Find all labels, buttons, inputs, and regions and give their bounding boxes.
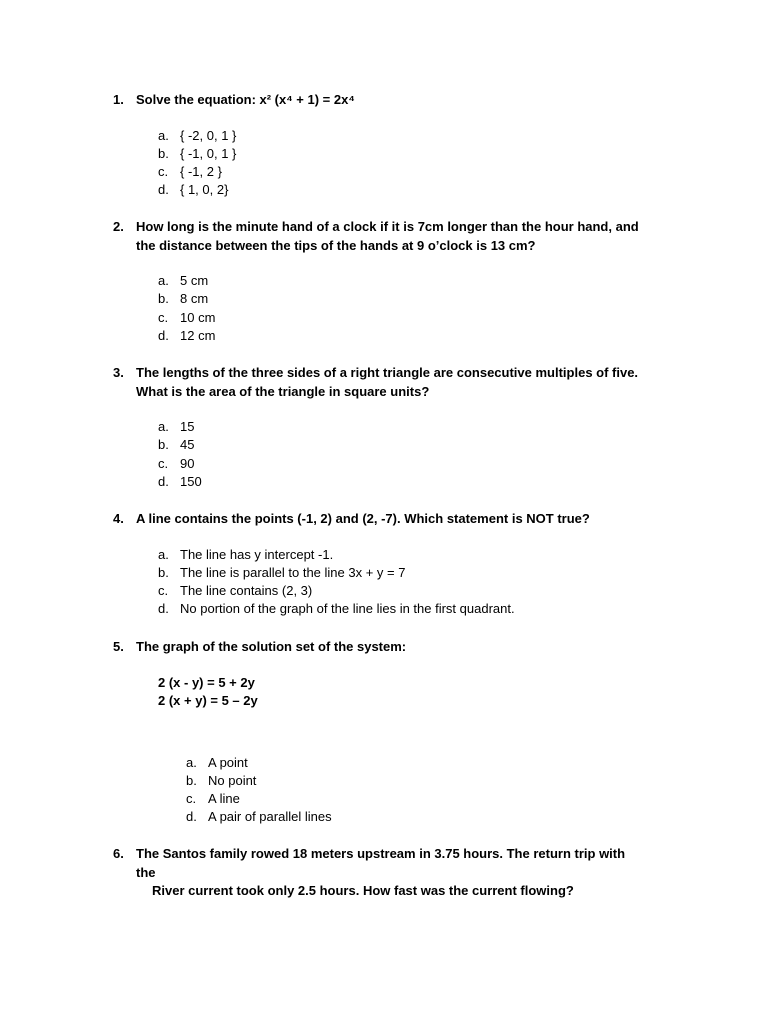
answer-option bbox=[158, 127, 683, 145]
option-letter: a. bbox=[158, 127, 169, 143]
answer-option bbox=[158, 455, 683, 473]
question-6 bbox=[113, 845, 683, 901]
question-number: 3. bbox=[113, 365, 124, 380]
option-text: 45 bbox=[180, 437, 195, 453]
answer-option bbox=[158, 145, 683, 163]
option-text: 10 cm bbox=[180, 309, 216, 325]
option-letter: a. bbox=[158, 273, 169, 288]
question-2-prompt bbox=[113, 218, 683, 255]
answer-option bbox=[158, 290, 683, 308]
answer-option bbox=[158, 163, 683, 181]
question-3-prompt bbox=[113, 364, 683, 401]
option-text: The line contains (2, 3) bbox=[180, 583, 313, 599]
question-1-prompt bbox=[113, 91, 683, 110]
option-letter: c. bbox=[158, 583, 169, 599]
option-letter: c. bbox=[158, 455, 169, 471]
question-number: 6. bbox=[113, 846, 124, 861]
option-letter: c. bbox=[158, 164, 169, 180]
option-text: A line bbox=[208, 791, 240, 807]
answer-option bbox=[158, 600, 683, 618]
option-text: 15 bbox=[180, 419, 195, 434]
question-5 bbox=[113, 638, 683, 827]
option-text: The line is parallel to the line 3x + y = 7 bbox=[180, 564, 406, 580]
option-letter: c. bbox=[186, 791, 197, 807]
answer-option bbox=[158, 418, 683, 436]
option-text: 90 bbox=[180, 455, 195, 471]
option-letter: a. bbox=[186, 754, 197, 770]
answer-option bbox=[158, 473, 683, 491]
option-letter: a. bbox=[158, 419, 169, 434]
option-letter: b. bbox=[158, 564, 169, 580]
option-letter: d. bbox=[158, 473, 169, 489]
option-text: No portion of the graph of the line lies in the first quadrant. bbox=[180, 601, 515, 617]
option-letter: c. bbox=[158, 309, 169, 325]
answer-options bbox=[113, 754, 683, 827]
option-text: 8 cm bbox=[180, 291, 209, 307]
question-number: 1. bbox=[113, 92, 124, 107]
option-letter: a. bbox=[158, 546, 169, 562]
question-text-line: the bbox=[136, 864, 156, 880]
answer-options bbox=[113, 272, 683, 345]
option-text: No point bbox=[208, 772, 257, 788]
option-letter: d. bbox=[158, 327, 169, 343]
option-text: 12 cm bbox=[180, 327, 216, 343]
option-text: { -1, 2 } bbox=[180, 164, 222, 180]
answer-options bbox=[113, 418, 683, 491]
answer-options bbox=[113, 546, 683, 619]
question-number: 2. bbox=[113, 219, 124, 234]
equation-line: 2 (x - y) = 5 + 2y bbox=[158, 674, 255, 690]
option-text: A point bbox=[208, 754, 248, 770]
question-text-line: Solve the equation: x² (x⁴ + 1) = 2x⁴ bbox=[136, 92, 355, 107]
answer-options bbox=[113, 127, 683, 200]
answer-option bbox=[158, 272, 683, 290]
answer-option bbox=[186, 772, 683, 790]
option-letter: b. bbox=[186, 772, 197, 788]
answer-option bbox=[186, 808, 683, 826]
answer-option bbox=[158, 309, 683, 327]
option-letter: b. bbox=[158, 437, 169, 453]
question-text-line: the distance between the tips of the hands at 9 o’clock is 13 cm? bbox=[136, 237, 536, 253]
option-letter: b. bbox=[158, 291, 169, 307]
question-text-line: The graph of the solution set of the system: bbox=[136, 639, 407, 654]
option-text: 150 bbox=[180, 473, 202, 489]
answer-option bbox=[158, 546, 683, 564]
option-text: { -1, 0, 1 } bbox=[180, 145, 237, 161]
question-1 bbox=[113, 91, 683, 200]
question-4 bbox=[113, 510, 683, 619]
question-text-line: River current took only 2.5 hours. How fast was the current flowing? bbox=[152, 883, 574, 898]
question-text-line: How long is the minute hand of a clock if it is 7cm longer than the hour hand, and bbox=[136, 219, 639, 234]
option-letter: d. bbox=[158, 182, 169, 198]
question-text-line: The Santos family rowed 18 meters upstream in 3.75 hours. The return trip with bbox=[136, 846, 626, 861]
option-letter: d. bbox=[186, 809, 197, 825]
option-text: { -2, 0, 1 } bbox=[180, 127, 237, 143]
question-6-prompt bbox=[113, 845, 683, 901]
equation-line: 2 (x + y) = 5 – 2y bbox=[158, 693, 258, 708]
option-letter: d. bbox=[158, 601, 169, 617]
question-text-line: What is the area of the triangle in square units? bbox=[136, 383, 430, 399]
option-text: { 1, 0, 2} bbox=[180, 182, 229, 198]
question-5-prompt bbox=[113, 638, 683, 657]
question-number: 5. bbox=[113, 639, 124, 654]
question-4-prompt bbox=[113, 510, 683, 529]
option-letter: b. bbox=[158, 145, 169, 161]
answer-option bbox=[158, 181, 683, 199]
question-text-line: A line contains the points (-1, 2) and (2, -7). Which statement is NOT true? bbox=[136, 511, 590, 526]
answer-option bbox=[158, 582, 683, 600]
answer-option bbox=[186, 754, 683, 772]
answer-option bbox=[158, 436, 683, 454]
question-number: 4. bbox=[113, 511, 124, 526]
question-2 bbox=[113, 218, 683, 345]
equation-system bbox=[158, 674, 683, 711]
option-text: A pair of parallel lines bbox=[208, 809, 332, 825]
option-text: 5 cm bbox=[180, 273, 209, 288]
answer-option bbox=[158, 327, 683, 345]
question-text-line: The lengths of the three sides of a right triangle are consecutive multiples of five. bbox=[136, 365, 639, 380]
answer-option bbox=[186, 790, 683, 808]
answer-option bbox=[158, 564, 683, 582]
option-text: The line has y intercept -1. bbox=[180, 546, 334, 562]
question-3 bbox=[113, 364, 683, 491]
